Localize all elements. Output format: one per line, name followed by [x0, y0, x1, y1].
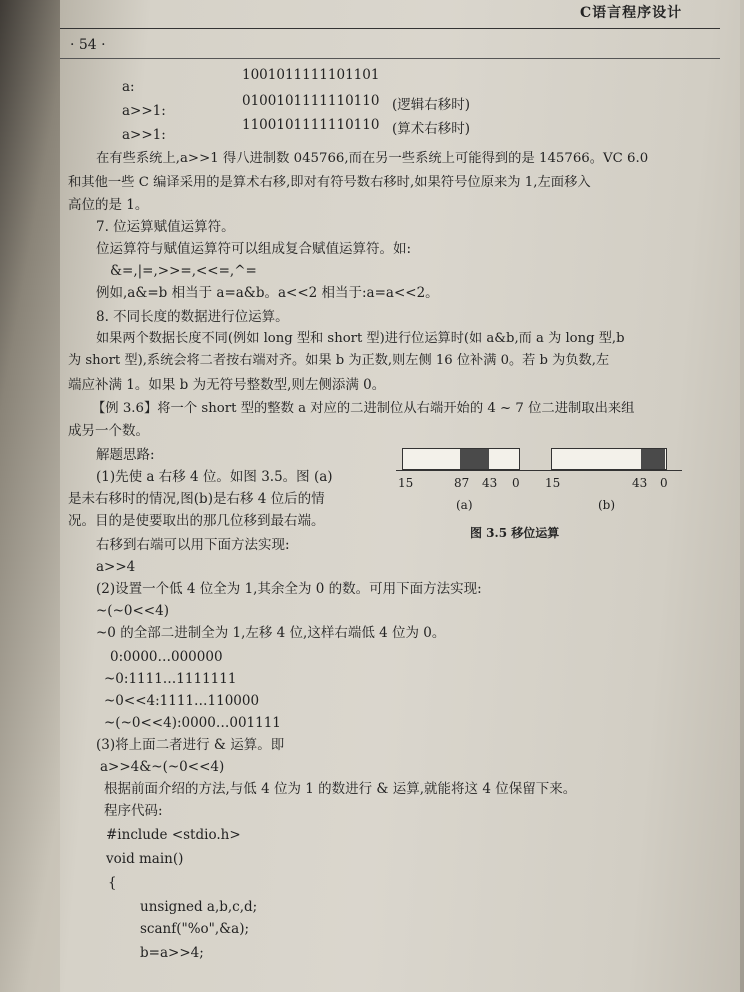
bits-7-4-a: [460, 449, 489, 469]
code-expression: a>>4: [96, 559, 136, 575]
binary-example: ~(~0<<4):0000…001111: [104, 715, 281, 731]
tick-label: 0: [660, 476, 668, 490]
tick-label: 15: [545, 476, 561, 490]
page-top-rule: [60, 58, 720, 59]
paragraph-line: (1)先使 a 右移 4 位。如图 3.5。图 (a): [96, 469, 333, 485]
paragraph-line: 程序代码:: [104, 803, 163, 819]
paragraph-line: 位运算符与赋值运算符可以组成复合赋值运算符。如:: [96, 241, 412, 257]
book-title: C语言程序设计: [580, 5, 683, 21]
operators-list: &=,|=,>>=,<<=,^=: [110, 263, 257, 279]
subfigure-label-b: (b): [598, 498, 616, 512]
bits-value: 1001011111101101: [242, 67, 380, 83]
paragraph-line: 成另一个数。: [68, 423, 149, 439]
bits-value: 0100101111110110: [242, 93, 380, 109]
code-line: void main(): [106, 851, 184, 867]
paragraph-line: 是未右移时的情况,图(b)是右移 4 位后的情: [68, 491, 325, 507]
tick-label: 15: [398, 476, 414, 490]
note: (逻辑右移时): [392, 97, 471, 113]
paragraph-line: 根据前面介绍的方法,与低 4 位为 1 的数进行 & 运算,就能将这 4 位保留下来。: [104, 781, 577, 797]
paragraph-line: 如果两个数据长度不同(例如 long 型和 short 型)进行位运算时(如 a&b,而 a 为 long 型,b: [96, 331, 625, 346]
paragraph-line: 高位的是 1。: [68, 197, 149, 213]
line-label: a>>1:: [122, 127, 166, 143]
section-heading: 7. 位运算赋值运算符。: [96, 219, 235, 235]
note: (算术右移时): [392, 121, 471, 137]
paragraph-line: ~0 的全部二进制全为 1,左移 4 位,这样右端低 4 位为 0。: [96, 625, 446, 641]
paragraph-line: 和其他一些 C 编译采用的是算术右移,即对有符号数右移时,如果符号位原来为 1,左面移入: [68, 175, 591, 190]
code-line: {: [108, 875, 117, 891]
tick-label: 43: [482, 476, 498, 490]
bit-axis: [396, 470, 682, 471]
paragraph-line: 为 short 型),系统会将二者按右端对齐。如果 b 为正数,则左侧 16 位补满 0。若 b 为负数,左: [68, 353, 610, 368]
paragraph-line: 例如,a&=b 相当于 a=a&b。a<<2 相当于:a=a<<2。: [96, 285, 439, 301]
example-heading: 【例 3.6】将一个 short 型的整数 a 对应的二进制位从右端开始的 4 ~ 7 位二进制取出来组: [92, 401, 635, 416]
code-expression: ~(~0<<4): [96, 603, 169, 619]
binary-example: 0:0000…000000: [110, 649, 223, 665]
paragraph-line: (3)将上面二者进行 & 运算。即: [96, 737, 285, 753]
paragraph-line: 在有些系统上,a>>1 得八进制数 045766,而在另一些系统上可能得到的是 145766。VC 6.0: [96, 151, 649, 166]
header-rule: [60, 28, 720, 29]
code-line: scanf("%o",&a);: [140, 921, 250, 937]
paragraph-line: 解题思路:: [96, 447, 155, 463]
bits-value: 1100101111110110: [242, 117, 380, 133]
code-line: unsigned a,b,c,d;: [140, 899, 258, 915]
section-heading: 8. 不同长度的数据进行位运算。: [96, 309, 289, 325]
bits-3-0-b: [641, 449, 665, 469]
tick-label: 43: [632, 476, 648, 490]
subfigure-label-a: (a): [456, 498, 473, 512]
binary-example: ~0<<4:1111…110000: [104, 693, 260, 709]
line-label: a:: [122, 79, 135, 95]
code-line: #include <stdio.h>: [106, 827, 241, 843]
tick-label: 87: [454, 476, 470, 490]
code-expression: a>>4&~(~0<<4): [100, 759, 225, 775]
paragraph-line: 况。目的是使要取出的那几位移到最右端。: [68, 513, 325, 529]
page-number: · 54 ·: [70, 37, 106, 53]
paragraph-line: (2)设置一个低 4 位全为 1,其余全为 0 的数。可用下面方法实现:: [96, 581, 482, 597]
paragraph-line: 右移到右端可以用下面方法实现:: [96, 537, 290, 553]
line-label: a>>1:: [122, 103, 166, 119]
paragraph-line: 端应补满 1。如果 b 为无符号整数型,则左侧添满 0。: [68, 377, 386, 393]
tick-label: 0: [512, 476, 520, 490]
figure-caption: 图 3.5 移位运算: [470, 526, 560, 540]
code-line: b=a>>4;: [140, 945, 204, 961]
binary-example: ~0:1111…1111111: [104, 671, 237, 687]
